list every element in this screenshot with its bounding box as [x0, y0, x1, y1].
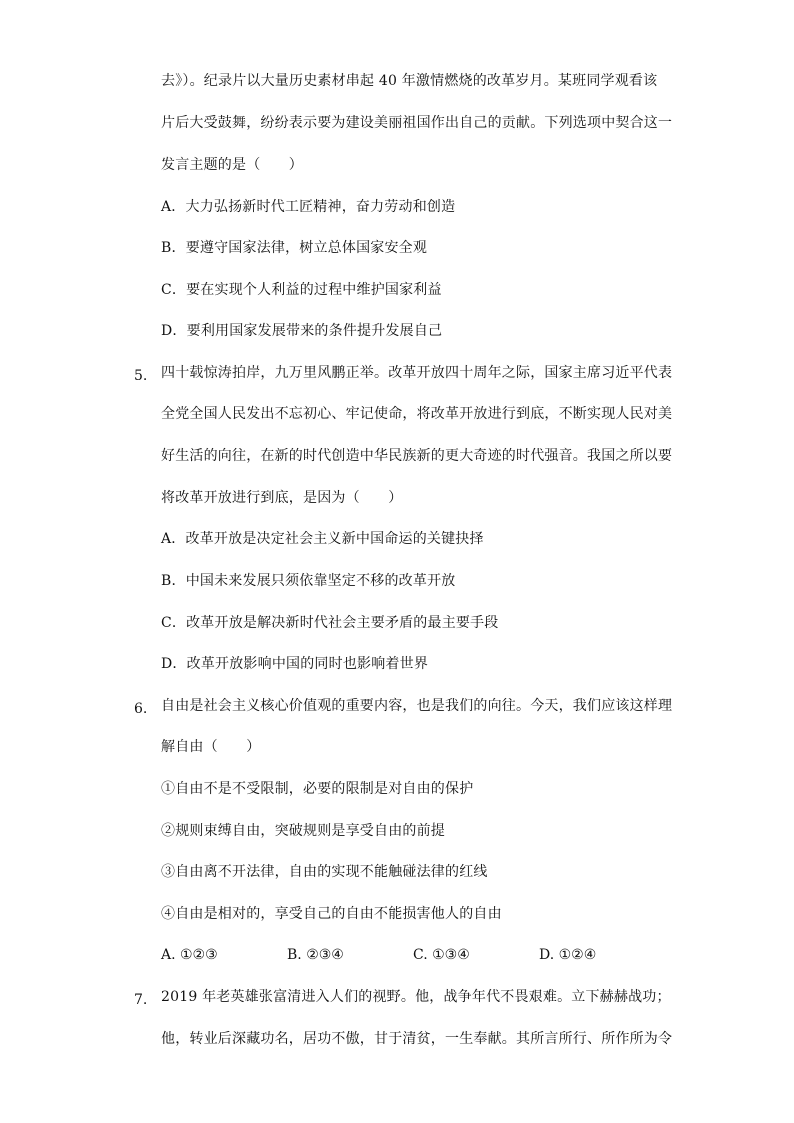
q4-option-b: B．要遵守国家法律，树立总体国家安全观: [161, 240, 428, 256]
q4-option-d: D．要利用国家发展带来的条件提升发展自己: [161, 323, 443, 339]
q6-option-b: B. ②③④: [287, 947, 344, 963]
q5-option-c: C．改革开放是解决新时代社会主要矛盾的最主要手段: [161, 615, 499, 631]
q7-stem-line-1: 2019 年老英雄张富清进入人们的视野。他，战争年代不畏艰难。立下赫赫战功；: [161, 989, 671, 1005]
q5-number: 5.: [134, 368, 148, 384]
q4-option-c: C．要在实现个人利益的过程中维护国家利益: [161, 282, 442, 298]
q4-option-a: A．大力弘扬新时代工匠精神，奋力劳动和创造: [161, 199, 456, 215]
q6-option-d: D. ①②④: [539, 947, 597, 963]
q6-option-a: A. ①②③: [161, 947, 218, 963]
q6-option-c: C. ①③④: [413, 947, 470, 963]
q6-stem-line-1: 自由是社会主义核心价值观的重要内容，也是我们的向往。今天，我们应该这样理: [161, 698, 673, 714]
q5-stem-line-4: 将改革开放进行到底，是因为（ ）: [161, 490, 403, 506]
q6-number: 6.: [134, 701, 148, 717]
q4-stem-line-1: 去》）。纪录片以大量历史素材串起 40 年激情燃烧的改革岁月。某班同学观看该: [161, 73, 658, 89]
q4-stem-line-3: 发言主题的是（ ）: [161, 157, 303, 173]
q6-statement-3: ③自由离不开法律，自由的实现不能触碰法律的红线: [161, 864, 488, 880]
q6-statement-2: ②规则束缚自由，突破规则是享受自由的前提: [161, 823, 445, 839]
q6-statement-4: ④自由是相对的，享受自己的自由不能损害他人的自由: [161, 906, 502, 922]
q7-number: 7.: [134, 992, 148, 1008]
q5-stem-line-3: 好生活的向往，在新的时代创造中华民族新的更大奇迹的时代强音。我国之所以要: [161, 448, 673, 464]
q6-stem-line-2: 解自由（ ）: [161, 739, 261, 755]
q4-stem-line-2: 片后大受鼓舞，纷纷表示要为建设美丽祖国作出自己的贡献。下列选项中契合这一: [161, 115, 673, 131]
q5-option-a: A．改革开放是决定社会主义新中国命运的关键抉择: [161, 531, 484, 547]
q6-statement-1: ①自由不是不受限制，必要的限制是对自由的保护: [161, 781, 474, 797]
q5-stem-line-1: 四十载惊涛拍岸，九万里风鹏正举。改革开放四十周年之际，国家主席习近平代表: [161, 365, 673, 381]
q5-option-d: D．改革开放影响中国的同时也影响着世界: [161, 656, 429, 672]
q5-option-b: B．中国未来发展只须依靠坚定不移的改革开放: [161, 573, 456, 589]
q5-stem-line-2: 全党全国人民发出不忘初心、牢记使命，将改革开放进行到底，不断实现人民对美: [161, 406, 673, 422]
q7-stem-line-2: 他，转业后深藏功名，居功不傲，甘于清贫，一生奉献。其所言所行、所作所为令: [161, 1031, 673, 1047]
